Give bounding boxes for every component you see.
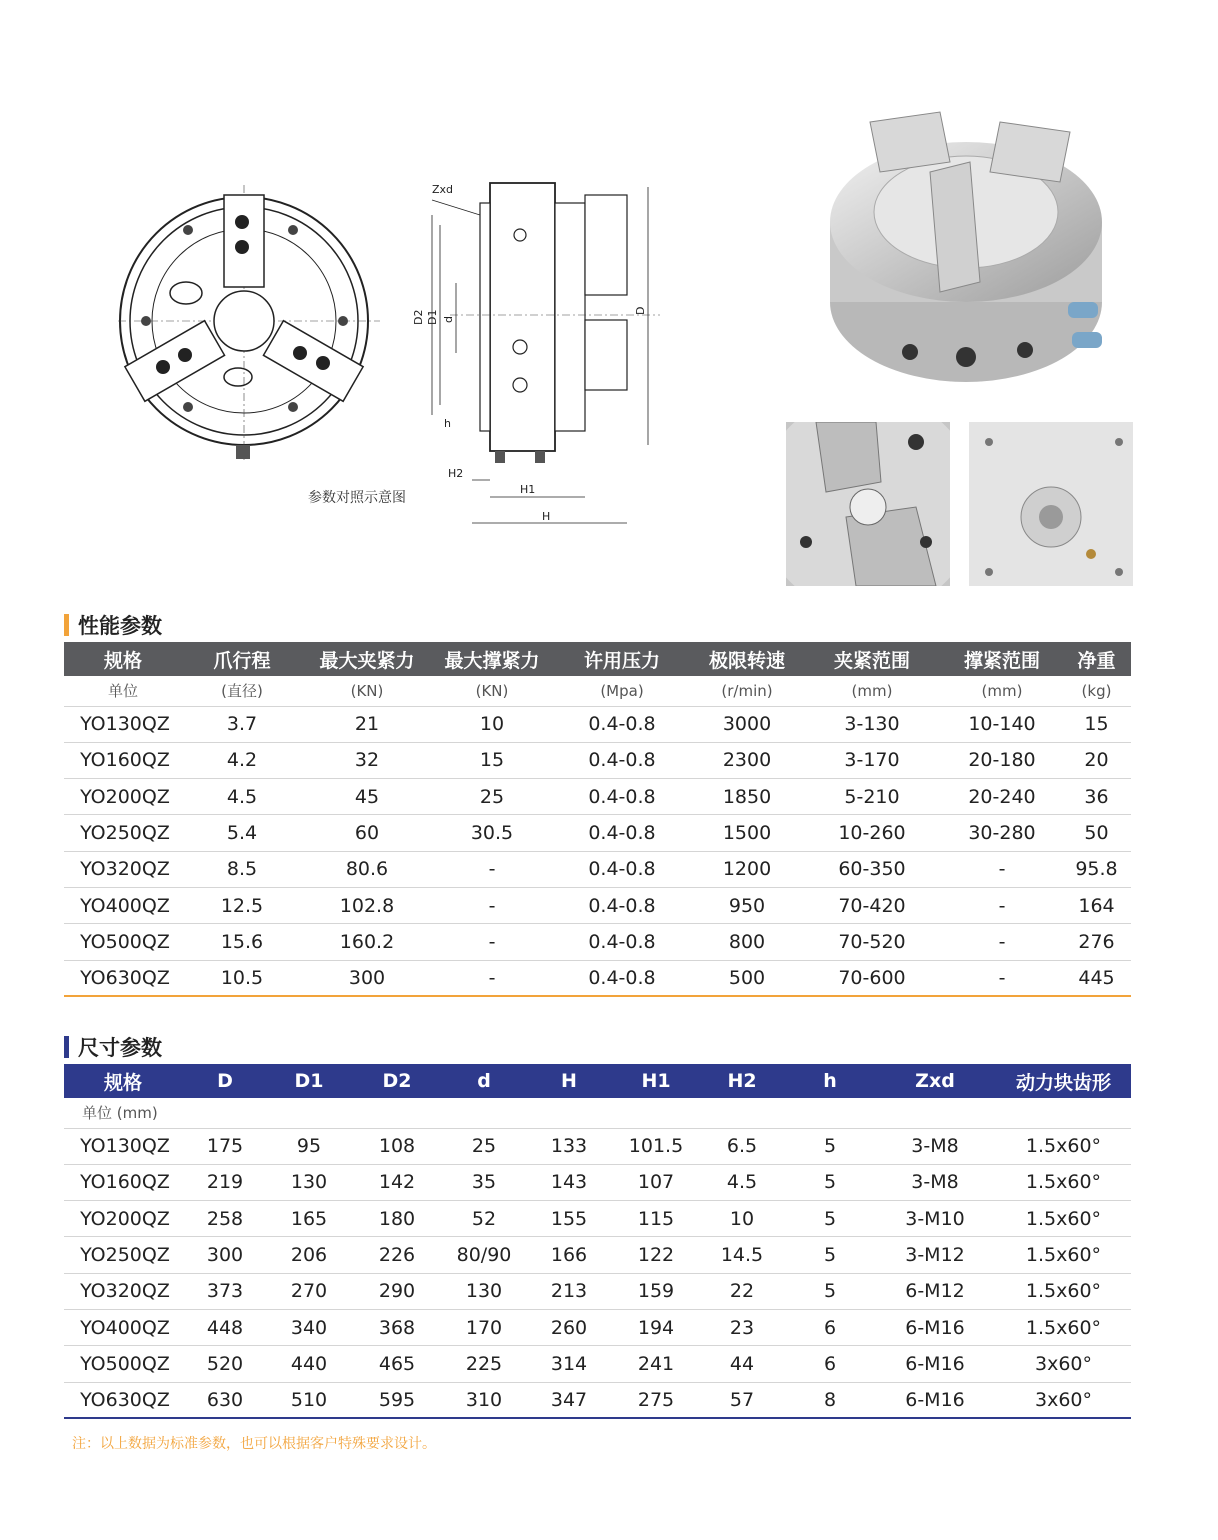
dim-value-cell: 108 (350, 1128, 444, 1164)
dim-value-cell: 1.5x60° (996, 1273, 1131, 1309)
perf-value-cell: 800 (692, 924, 802, 960)
dimensions-table (64, 1064, 1131, 1419)
dim-value-cell: 6-M16 (874, 1382, 996, 1418)
chuck-jaw-closeup-photo (786, 422, 950, 586)
perf-value-cell: 0.4-0.8 (552, 815, 692, 851)
perf-value-cell: 500 (692, 960, 802, 996)
dim-value-cell: 130 (444, 1273, 524, 1309)
footnote: 注：以上数据为标准参数，也可以根据客户特殊要求设计。 (72, 1436, 436, 1452)
dim-value-cell: 3x60° (996, 1382, 1131, 1418)
perf-value-cell: 0.4-0.8 (552, 924, 692, 960)
dim-value-cell: 52 (444, 1201, 524, 1237)
dim-value-cell: 630 (182, 1382, 268, 1418)
perf-value-cell: - (942, 887, 1062, 923)
dim-value-cell: 3-M10 (874, 1201, 996, 1237)
dim-value-cell: 3-M8 (874, 1128, 996, 1164)
dim-unit-spacer (350, 1098, 1131, 1128)
perf-model-cell: YO250QZ (64, 815, 182, 851)
dim-value-cell: 6 (786, 1309, 874, 1345)
dim-value-cell: 520 (182, 1346, 268, 1382)
dimensions-header-row (64, 1064, 1131, 1098)
dim-value-cell: 44 (698, 1346, 786, 1382)
perf-model-cell: YO630QZ (64, 960, 182, 996)
perf-model-cell: YO160QZ (64, 742, 182, 778)
perf-header-cell: 极限转速 (692, 642, 802, 676)
dim-header-cell: D2 (350, 1064, 444, 1098)
perf-value-cell: 2300 (692, 742, 802, 778)
dimensions-title-text: 尺寸参数 (78, 1036, 162, 1060)
perf-value-cell: 0.4-0.8 (552, 706, 692, 742)
table-row (64, 1273, 1131, 1309)
perf-value-cell: 10-260 (802, 815, 942, 851)
dim-value-cell: 166 (524, 1237, 614, 1273)
label-d: d (442, 316, 455, 323)
perf-value-cell: 164 (1062, 887, 1131, 923)
perf-value-cell: 80.6 (302, 851, 432, 887)
dim-unit-label: 单位 (mm) (64, 1098, 350, 1128)
dim-value-cell: 22 (698, 1273, 786, 1309)
perf-value-cell: 5-210 (802, 779, 942, 815)
table-row (64, 1201, 1131, 1237)
dim-value-cell: 8 (786, 1382, 874, 1418)
perf-value-cell: 0.4-0.8 (552, 960, 692, 996)
dim-value-cell: 1.5x60° (996, 1201, 1131, 1237)
dim-value-cell: 6-M16 (874, 1346, 996, 1382)
dim-value-cell: 115 (614, 1201, 698, 1237)
performance-units-row (64, 676, 1131, 706)
table-row (64, 960, 1131, 996)
perf-value-cell: 1200 (692, 851, 802, 887)
perf-value-cell: 3-130 (802, 706, 942, 742)
label-h2: H2 (448, 467, 464, 480)
perf-value-cell: 50 (1062, 815, 1131, 851)
perf-value-cell: 70-420 (802, 887, 942, 923)
dim-value-cell: 3-M8 (874, 1164, 996, 1200)
dim-value-cell: 6.5 (698, 1128, 786, 1164)
table-row (64, 706, 1131, 742)
perf-value-cell: 10-140 (942, 706, 1062, 742)
perf-model-cell: YO500QZ (64, 924, 182, 960)
table-row (64, 1309, 1131, 1345)
dim-model-cell: YO160QZ (64, 1164, 182, 1200)
perf-value-cell: 12.5 (182, 887, 302, 923)
perf-unit-cell: (Mpa) (552, 676, 692, 706)
table-row (64, 779, 1131, 815)
dim-value-cell: 241 (614, 1346, 698, 1382)
perf-value-cell: 70-520 (802, 924, 942, 960)
dim-value-cell: 4.5 (698, 1164, 786, 1200)
dim-model-cell: YO250QZ (64, 1237, 182, 1273)
label-od: D (634, 306, 647, 315)
perf-value-cell: 20-180 (942, 742, 1062, 778)
perf-value-cell: 0.4-0.8 (552, 779, 692, 815)
perf-value-cell: 1850 (692, 779, 802, 815)
table-row (64, 924, 1131, 960)
label-h1: H1 (520, 483, 536, 496)
perf-value-cell: - (432, 851, 552, 887)
label-zxd: Zxd (432, 183, 454, 196)
dim-value-cell: 175 (182, 1128, 268, 1164)
perf-value-cell: 0.4-0.8 (552, 851, 692, 887)
perf-unit-cell: (kg) (1062, 676, 1131, 706)
perf-value-cell: - (942, 960, 1062, 996)
perf-value-cell: 102.8 (302, 887, 432, 923)
dim-value-cell: 225 (444, 1346, 524, 1382)
dim-value-cell: 275 (614, 1382, 698, 1418)
dim-value-cell: 133 (524, 1128, 614, 1164)
dim-value-cell: 142 (350, 1164, 444, 1200)
performance-section-title (64, 610, 162, 640)
dim-model-cell: YO200QZ (64, 1201, 182, 1237)
dim-value-cell: 300 (182, 1237, 268, 1273)
perf-unit-cell: (mm) (942, 676, 1062, 706)
table-row (64, 742, 1131, 778)
dim-value-cell: 23 (698, 1309, 786, 1345)
perf-value-cell: 3-170 (802, 742, 942, 778)
chuck-side-view-drawing (410, 175, 670, 535)
dim-value-cell: 194 (614, 1309, 698, 1345)
dim-value-cell: 1.5x60° (996, 1237, 1131, 1273)
perf-header-cell: 最大撑紧力 (432, 642, 552, 676)
perf-value-cell: - (432, 960, 552, 996)
perf-value-cell: 30-280 (942, 815, 1062, 851)
perf-value-cell: 4.5 (182, 779, 302, 815)
dim-model-cell: YO400QZ (64, 1309, 182, 1345)
dimensions-units-row (64, 1098, 1131, 1128)
perf-value-cell: 70-600 (802, 960, 942, 996)
dim-value-cell: 25 (444, 1128, 524, 1164)
dim-value-cell: 155 (524, 1201, 614, 1237)
perf-value-cell: - (432, 887, 552, 923)
dim-header-cell: D (182, 1064, 268, 1098)
dim-value-cell: 159 (614, 1273, 698, 1309)
perf-value-cell: 3000 (692, 706, 802, 742)
dimensions-section-title (64, 1032, 162, 1062)
dim-value-cell: 95 (268, 1128, 350, 1164)
perf-value-cell: 15 (432, 742, 552, 778)
dim-header-cell: Zxd (874, 1064, 996, 1098)
dim-value-cell: 165 (268, 1201, 350, 1237)
perf-value-cell: 950 (692, 887, 802, 923)
dim-value-cell: 270 (268, 1273, 350, 1309)
perf-header-cell: 许用压力 (552, 642, 692, 676)
perf-unit-cell: (r/min) (692, 676, 802, 706)
dim-header-cell: 规格 (64, 1064, 182, 1098)
perf-value-cell: 445 (1062, 960, 1131, 996)
perf-value-cell: 20-240 (942, 779, 1062, 815)
dim-model-cell: YO500QZ (64, 1346, 182, 1382)
perf-value-cell: 5.4 (182, 815, 302, 851)
perf-value-cell: 95.8 (1062, 851, 1131, 887)
dim-value-cell: 101.5 (614, 1128, 698, 1164)
dim-value-cell: 3-M12 (874, 1237, 996, 1273)
dim-value-cell: 226 (350, 1237, 444, 1273)
dim-value-cell: 57 (698, 1382, 786, 1418)
dim-model-cell: YO630QZ (64, 1382, 182, 1418)
perf-unit-cell: (KN) (432, 676, 552, 706)
table-row (64, 851, 1131, 887)
dim-value-cell: 6 (786, 1346, 874, 1382)
dim-value-cell: 1.5x60° (996, 1164, 1131, 1200)
dim-value-cell: 510 (268, 1382, 350, 1418)
dim-header-cell: D1 (268, 1064, 350, 1098)
chuck-rear-photo (969, 422, 1133, 586)
perf-value-cell: 10 (432, 706, 552, 742)
title-accent-bar (64, 1036, 69, 1058)
perf-model-cell: YO130QZ (64, 706, 182, 742)
perf-value-cell: 15.6 (182, 924, 302, 960)
perf-model-cell: YO200QZ (64, 779, 182, 815)
dim-header-cell: H (524, 1064, 614, 1098)
table-row (64, 815, 1131, 851)
perf-value-cell: 8.5 (182, 851, 302, 887)
performance-table (64, 642, 1131, 997)
table-row (64, 1128, 1131, 1164)
dim-value-cell: 448 (182, 1309, 268, 1345)
perf-value-cell: 10.5 (182, 960, 302, 996)
perf-value-cell: 15 (1062, 706, 1131, 742)
dim-value-cell: 347 (524, 1382, 614, 1418)
dim-value-cell: 14.5 (698, 1237, 786, 1273)
perf-value-cell: 1500 (692, 815, 802, 851)
dim-value-cell: 258 (182, 1201, 268, 1237)
dim-model-cell: YO320QZ (64, 1273, 182, 1309)
title-accent-bar (64, 614, 69, 636)
dim-value-cell: 35 (444, 1164, 524, 1200)
dim-value-cell: 170 (444, 1309, 524, 1345)
perf-value-cell: - (942, 924, 1062, 960)
perf-unit-cell: 单位 (64, 676, 182, 706)
dim-value-cell: 80/90 (444, 1237, 524, 1273)
perf-model-cell: YO400QZ (64, 887, 182, 923)
label-h-total: H (542, 510, 551, 523)
perf-value-cell: 60-350 (802, 851, 942, 887)
dim-value-cell: 1.5x60° (996, 1309, 1131, 1345)
perf-value-cell: 0.4-0.8 (552, 742, 692, 778)
perf-value-cell: 0.4-0.8 (552, 887, 692, 923)
dim-value-cell: 5 (786, 1237, 874, 1273)
dim-value-cell: 122 (614, 1237, 698, 1273)
chuck-front-view-drawing (118, 175, 390, 475)
dim-value-cell: 595 (350, 1382, 444, 1418)
perf-unit-cell: (KN) (302, 676, 432, 706)
table-row (64, 1237, 1131, 1273)
dim-value-cell: 5 (786, 1201, 874, 1237)
dim-value-cell: 6-M12 (874, 1273, 996, 1309)
table-row (64, 887, 1131, 923)
perf-unit-cell: (mm) (802, 676, 942, 706)
dim-value-cell: 440 (268, 1346, 350, 1382)
dim-header-cell: H2 (698, 1064, 786, 1098)
dim-value-cell: 373 (182, 1273, 268, 1309)
table-row (64, 1346, 1131, 1382)
dim-value-cell: 10 (698, 1201, 786, 1237)
dim-value-cell: 6-M16 (874, 1309, 996, 1345)
performance-header-row (64, 642, 1131, 676)
perf-value-cell: 300 (302, 960, 432, 996)
perf-value-cell: 20 (1062, 742, 1131, 778)
perf-header-cell: 爪行程 (182, 642, 302, 676)
performance-title-text: 性能参数 (78, 614, 162, 638)
dim-value-cell: 5 (786, 1164, 874, 1200)
dim-value-cell: 219 (182, 1164, 268, 1200)
drawings-area (0, 0, 1218, 600)
perf-value-cell: 3.7 (182, 706, 302, 742)
dim-value-cell: 107 (614, 1164, 698, 1200)
dim-value-cell: 290 (350, 1273, 444, 1309)
perf-header-cell: 撑紧范围 (942, 642, 1062, 676)
perf-model-cell: YO320QZ (64, 851, 182, 887)
chuck-product-photo (820, 92, 1118, 392)
label-d1: D1 (426, 309, 439, 325)
perf-header-cell: 净重 (1062, 642, 1131, 676)
dim-value-cell: 5 (786, 1273, 874, 1309)
perf-value-cell: 45 (302, 779, 432, 815)
perf-value-cell: 32 (302, 742, 432, 778)
dim-model-cell: YO130QZ (64, 1128, 182, 1164)
perf-value-cell: - (432, 924, 552, 960)
perf-value-cell: 4.2 (182, 742, 302, 778)
perf-value-cell: 21 (302, 706, 432, 742)
dim-header-cell: d (444, 1064, 524, 1098)
perf-value-cell: - (942, 851, 1062, 887)
dim-header-cell: H1 (614, 1064, 698, 1098)
perf-unit-cell: (直径) (182, 676, 302, 706)
table-row (64, 1164, 1131, 1200)
perf-value-cell: 30.5 (432, 815, 552, 851)
dim-value-cell: 368 (350, 1309, 444, 1345)
perf-value-cell: 36 (1062, 779, 1131, 815)
dim-value-cell: 180 (350, 1201, 444, 1237)
label-h: h (444, 417, 451, 430)
dim-value-cell: 3x60° (996, 1346, 1131, 1382)
dim-value-cell: 206 (268, 1237, 350, 1273)
dim-value-cell: 1.5x60° (996, 1128, 1131, 1164)
perf-value-cell: 25 (432, 779, 552, 815)
perf-header-cell: 夹紧范围 (802, 642, 942, 676)
perf-value-cell: 160.2 (302, 924, 432, 960)
dim-value-cell: 260 (524, 1309, 614, 1345)
dim-value-cell: 310 (444, 1382, 524, 1418)
dim-value-cell: 130 (268, 1164, 350, 1200)
dim-value-cell: 314 (524, 1346, 614, 1382)
dim-value-cell: 213 (524, 1273, 614, 1309)
drawing-caption: 参数对照示意图 (308, 490, 406, 506)
perf-value-cell: 276 (1062, 924, 1131, 960)
dim-value-cell: 5 (786, 1128, 874, 1164)
dim-header-cell: 动力块齿形 (996, 1064, 1131, 1098)
perf-value-cell: 60 (302, 815, 432, 851)
dim-value-cell: 143 (524, 1164, 614, 1200)
table-row (64, 1382, 1131, 1418)
label-d2: D2 (412, 309, 425, 325)
perf-header-cell: 规格 (64, 642, 182, 676)
dim-value-cell: 340 (268, 1309, 350, 1345)
perf-header-cell: 最大夹紧力 (302, 642, 432, 676)
dim-header-cell: h (786, 1064, 874, 1098)
dim-value-cell: 465 (350, 1346, 444, 1382)
